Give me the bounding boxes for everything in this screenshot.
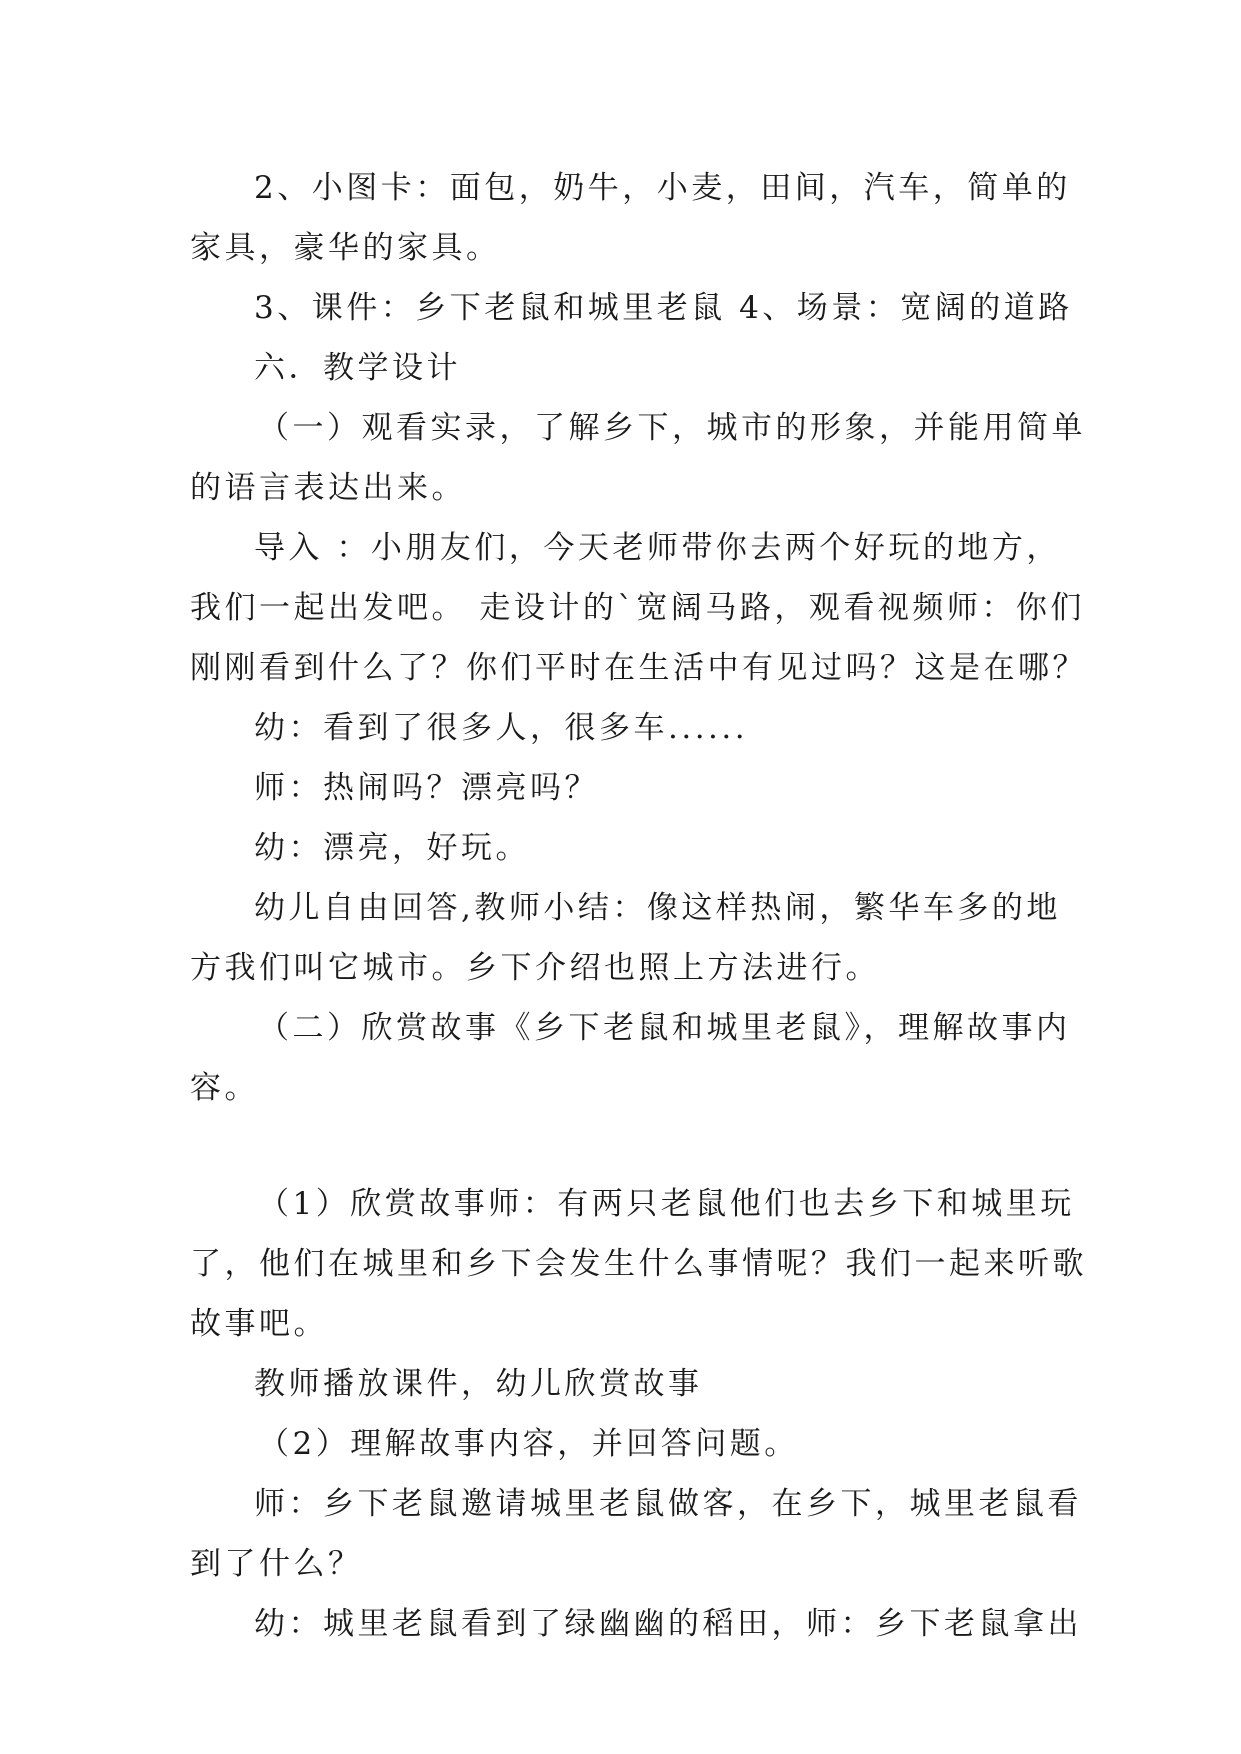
dialogue-line: 师：热闹吗？漂亮吗？ bbox=[254, 770, 599, 806]
text-line: 的语言表达出来。 bbox=[190, 470, 466, 506]
text-line: 教师播放课件，幼儿欣赏故事 bbox=[254, 1366, 703, 1402]
text-line: 导入 ：小朋友们，今天老师带你去两个好玩的地方， bbox=[254, 530, 1061, 566]
dialogue-line: 幼：漂亮，好玩。 bbox=[254, 830, 530, 866]
document-body bbox=[190, 158, 1087, 1654]
text-line: 了，他们在城里和乡下会发生什么事情呢？我们一起来听歌 bbox=[190, 1246, 1087, 1282]
text-line: （1）欣赏故事师：有两只老鼠他们也去乡下和城里玩 bbox=[258, 1186, 1075, 1222]
text-line: 容。 bbox=[190, 1070, 259, 1106]
text-line: （2）理解故事内容，并回答问题。 bbox=[258, 1426, 799, 1462]
text-line: 刚刚看到什么了？你们平时在生活中有见过吗？这是在哪？ bbox=[190, 650, 1087, 686]
text-line: 家具，豪华的家具。 bbox=[190, 230, 501, 266]
text-line: 幼儿自由回答,教师小结：像这样热闹，繁华车多的地 bbox=[254, 890, 1061, 926]
text-line: 我们一起出发吧。 走设计的`宽阔马路，观看视频师：你们 bbox=[190, 590, 1085, 626]
text-line: 到了什么？ bbox=[190, 1546, 363, 1582]
text-line: 3、课件：乡下老鼠和城里老鼠 4、场景：宽阔的道路 bbox=[254, 290, 1073, 326]
text-line: 故事吧。 bbox=[190, 1306, 328, 1342]
subsection-heading: （一）观看实录，了解乡下，城市的形象，并能用简单 bbox=[258, 410, 1086, 446]
section-heading: 六．教学设计 bbox=[254, 350, 461, 386]
dialogue-line: 幼：看到了很多人，很多车...... bbox=[254, 710, 749, 746]
text-line: 2、小图卡：面包，奶牛，小麦，田间，汽车，简单的 bbox=[254, 170, 1071, 206]
dialogue-line: 幼：城里老鼠看到了绿幽幽的稻田，师：乡下老鼠拿出 bbox=[254, 1606, 1082, 1642]
text-line: 方我们叫它城市。乡下介绍也照上方法进行。 bbox=[190, 950, 880, 986]
subsection-heading: （二）欣赏故事《乡下老鼠和城里老鼠》，理解故事内 bbox=[258, 1010, 1071, 1046]
paragraph-gap bbox=[190, 1118, 1050, 1174]
dialogue-line: 师：乡下老鼠邀请城里老鼠做客，在乡下，城里老鼠看 bbox=[254, 1486, 1082, 1522]
